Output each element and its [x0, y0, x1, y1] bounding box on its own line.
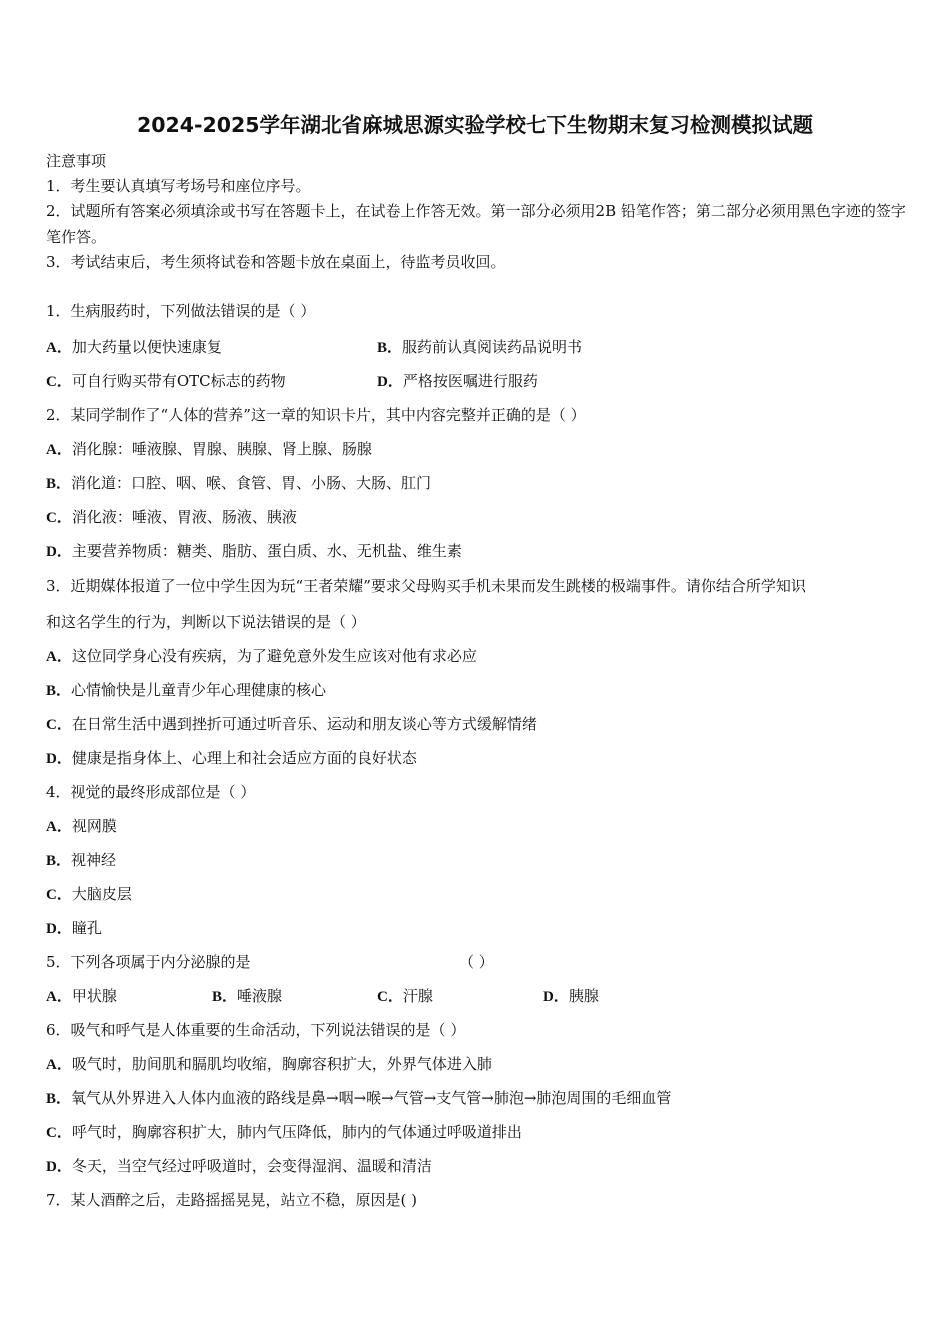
- question-2-stem: 2．某同学制作了“人体的营养”这一章的知识卡片，其中内容完整并正确的是（ ）: [46, 406, 586, 424]
- option-d[interactable]: D．瞳孔: [46, 919, 102, 937]
- option-a[interactable]: A．吸气时，肋间肌和膈肌均收缩，胸廓容积扩大，外界气体进入肺: [46, 1055, 492, 1073]
- option-a[interactable]: A．这位同学身心没有疾病，为了避免意外发生应该对他有求必应: [46, 647, 477, 665]
- option-a[interactable]: A．加大药量以便快速康复: [46, 338, 222, 356]
- page-title: 2024-2025学年湖北省麻城思源实验学校七下生物期末复习检测模拟试题: [136, 113, 814, 137]
- question-7-stem: 7．某人酒醉之后，走路摇摇晃晃，站立不稳，原因是( ): [46, 1191, 418, 1209]
- option-c[interactable]: C．呼气时，胸廓容积扩大，肺内气压降低，肺内的气体通过呼吸道排出: [46, 1123, 522, 1141]
- option-b[interactable]: B．氧气从外界进入人体内血液的路线是鼻→咽→喉→气管→支气管→肺泡→肺泡周围的毛细血管: [46, 1089, 672, 1107]
- notice-item: 3．考试结束后，考生须将试卷和答题卡放在桌面上，待监考员收回。: [46, 253, 506, 271]
- question-4-stem: 4．视觉的最终形成部位是（ ）: [46, 783, 256, 801]
- option-c[interactable]: C．大脑皮层: [46, 885, 132, 903]
- option-d[interactable]: D．主要营养物质：糖类、脂肪、蛋白质、水、无机盐、维生素: [46, 542, 462, 560]
- question-5-stem: 5．下列各项属于内分泌腺的是: [46, 953, 251, 971]
- option-c[interactable]: C．消化液：唾液、胃液、肠液、胰液: [46, 508, 297, 526]
- option-d[interactable]: D．胰腺: [543, 987, 599, 1005]
- question-5-stem-row: [46, 952, 494, 972]
- question-3-stem-continued: 和这名学生的行为，判断以下说法错误的是（ ）: [46, 613, 366, 631]
- notice-item: 2．试题所有答案必须填涂或书写在答题卡上，在试卷上作答无效。第一部分必须用2B 铅笔作答；第二部分必须用黑色字迹的签字笔作答。: [46, 202, 906, 246]
- option-c[interactable]: C．可自行购买带有OTC标志的药物: [46, 372, 286, 390]
- question-6-stem: 6．吸气和呼气是人体重要的生命活动，下列说法错误的是（ ）: [46, 1021, 466, 1039]
- option-b[interactable]: B．唾液腺: [212, 987, 283, 1005]
- option-d[interactable]: D．冬天，当空气经过呼吸道时，会变得湿润、温暖和清洁: [46, 1157, 432, 1175]
- option-b[interactable]: B．视神经: [46, 851, 117, 869]
- option-a[interactable]: A．甲状腺: [46, 987, 117, 1005]
- option-c[interactable]: C．在日常生活中遇到挫折可通过听音乐、运动和朋友谈心等方式缓解情绪: [46, 715, 537, 733]
- option-b[interactable]: B．服药前认真阅读药品说明书: [377, 338, 583, 356]
- option-d[interactable]: D．严格按医嘱进行服药: [377, 372, 538, 390]
- question-1-stem: 1．生病服药时，下列做法错误的是（ ）: [46, 302, 316, 320]
- option-a[interactable]: A．消化腺：唾液腺、胃腺、胰腺、肾上腺、肠腺: [46, 440, 372, 458]
- answer-bracket: （ ）: [459, 953, 494, 971]
- question-3-stem: 3．近期媒体报道了一位中学生因为玩“王者荣耀”要求父母购买手机未果而发生跳楼的极端事件。请你结合所学知识: [46, 577, 806, 595]
- option-b[interactable]: B．心情愉快是儿童青少年心理健康的核心: [46, 681, 327, 699]
- notice-item: 1．考生要认真填写考场号和座位序号。: [46, 177, 311, 195]
- option-a[interactable]: A．视网膜: [46, 817, 117, 835]
- option-c[interactable]: C．汗腺: [377, 987, 433, 1005]
- option-d[interactable]: D．健康是指身体上、心理上和社会适应方面的良好状态: [46, 749, 417, 767]
- notice-heading: 注意事项: [46, 152, 107, 170]
- option-b[interactable]: B．消化道：口腔、咽、喉、食管、胃、小肠、大肠、肛门: [46, 474, 432, 492]
